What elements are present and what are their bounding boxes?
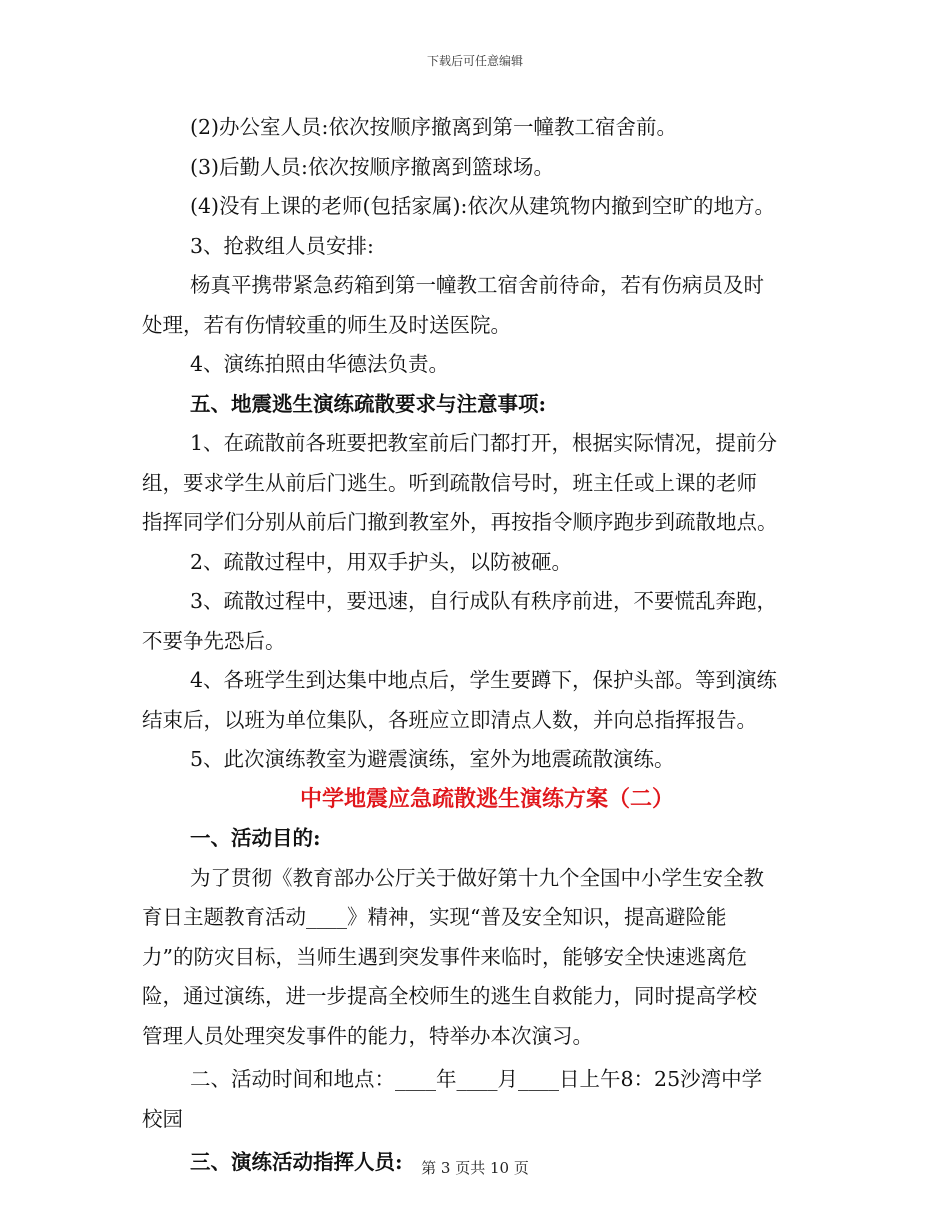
paragraph-line: 4、演练拍照由华德法负责。 [190, 352, 450, 376]
paragraph-line: 4、各班学生到达集中地点后，学生要蹲下，保护头部。等到演练 [190, 668, 778, 692]
paragraph-line: (2)办公室人员:依次按顺序撤离到第一幢教工宿舍前。 [190, 115, 677, 139]
section-heading: 三、演练活动指挥人员: [190, 1150, 403, 1174]
section-title: 中学地震应急疏散逃生演练方案（二） [299, 785, 674, 812]
paragraph-line: 力”的防灾目标，当师生遇到突发事件来临时，能够安全快速逃离危 [142, 944, 747, 969]
paragraph-line: 杨真平携带紧急药箱到第一幢教工宿舍前待命，若有伤病员及时 [190, 273, 764, 297]
paragraph-line: 险，通过演练，进一步提高全校师生的逃生自救能力，同时提高学校 [142, 984, 757, 1008]
paragraph-line: 为了贯彻《教育部办公厅关于做好第十九个全国中小学生安全教 [190, 865, 764, 890]
section-heading: 一、活动目的: [190, 826, 321, 850]
paragraph-line: 组，要求学生从前后门逃生。听到疏散信号时，班主任或上课的老师 [142, 470, 757, 495]
paragraph-line: 3、抢救组人员安排: [190, 233, 374, 258]
paragraph-line: 3、疏散过程中，要迅速，自行成队有秩序前进，不要慌乱奔跑， [190, 589, 778, 613]
paragraph-line: 育日主题教育活动____》精神，实现“普及安全知识，提高避险能 [142, 905, 727, 929]
paragraph-line: 处理，若有伤情较重的师生及时送医院。 [142, 312, 511, 337]
paragraph-line: 结束后，以班为单位集队，各班应立即清点人数，并向总指挥报告。 [142, 707, 757, 732]
document-body [142, 108, 822, 1183]
paragraph-line: 1、在疏散前各班要把教室前后门都打开，根据实际情况，提前分 [190, 431, 778, 455]
paragraph-line: 管理人员处理突发事件的能力，特举办本次演习。 [142, 1023, 593, 1048]
page-header-note: 下载后可任意编辑 [426, 54, 523, 68]
section-heading: 五、地震逃生演练疏散要求与注意事项: [190, 391, 547, 416]
page-number: 第 3 页共 10 页 [421, 1159, 529, 1177]
paragraph-line: (4)没有上课的老师(包括家属):依次从建筑物内撤到空旷的地方。 [190, 194, 775, 218]
paragraph-line: 校园 [142, 1106, 183, 1131]
paragraph-line: 二、活动时间和地点：____年____月____日上午8：25沙湾中学 [190, 1067, 763, 1091]
paragraph-line: 不要争先恐后。 [142, 628, 286, 653]
paragraph-line: 5、此次演练教室为避震演练，室外为地震疏散演练。 [190, 747, 675, 771]
paragraph-line: 指挥同学们分别从前后门撤到教室外，再按指令顺序跑步到疏散地点。 [142, 510, 778, 534]
paragraph-line: 2、疏散过程中，用双手护头，以防被砸。 [190, 549, 573, 574]
paragraph-line: (3)后勤人员:依次按顺序撤离到篮球场。 [190, 154, 554, 179]
